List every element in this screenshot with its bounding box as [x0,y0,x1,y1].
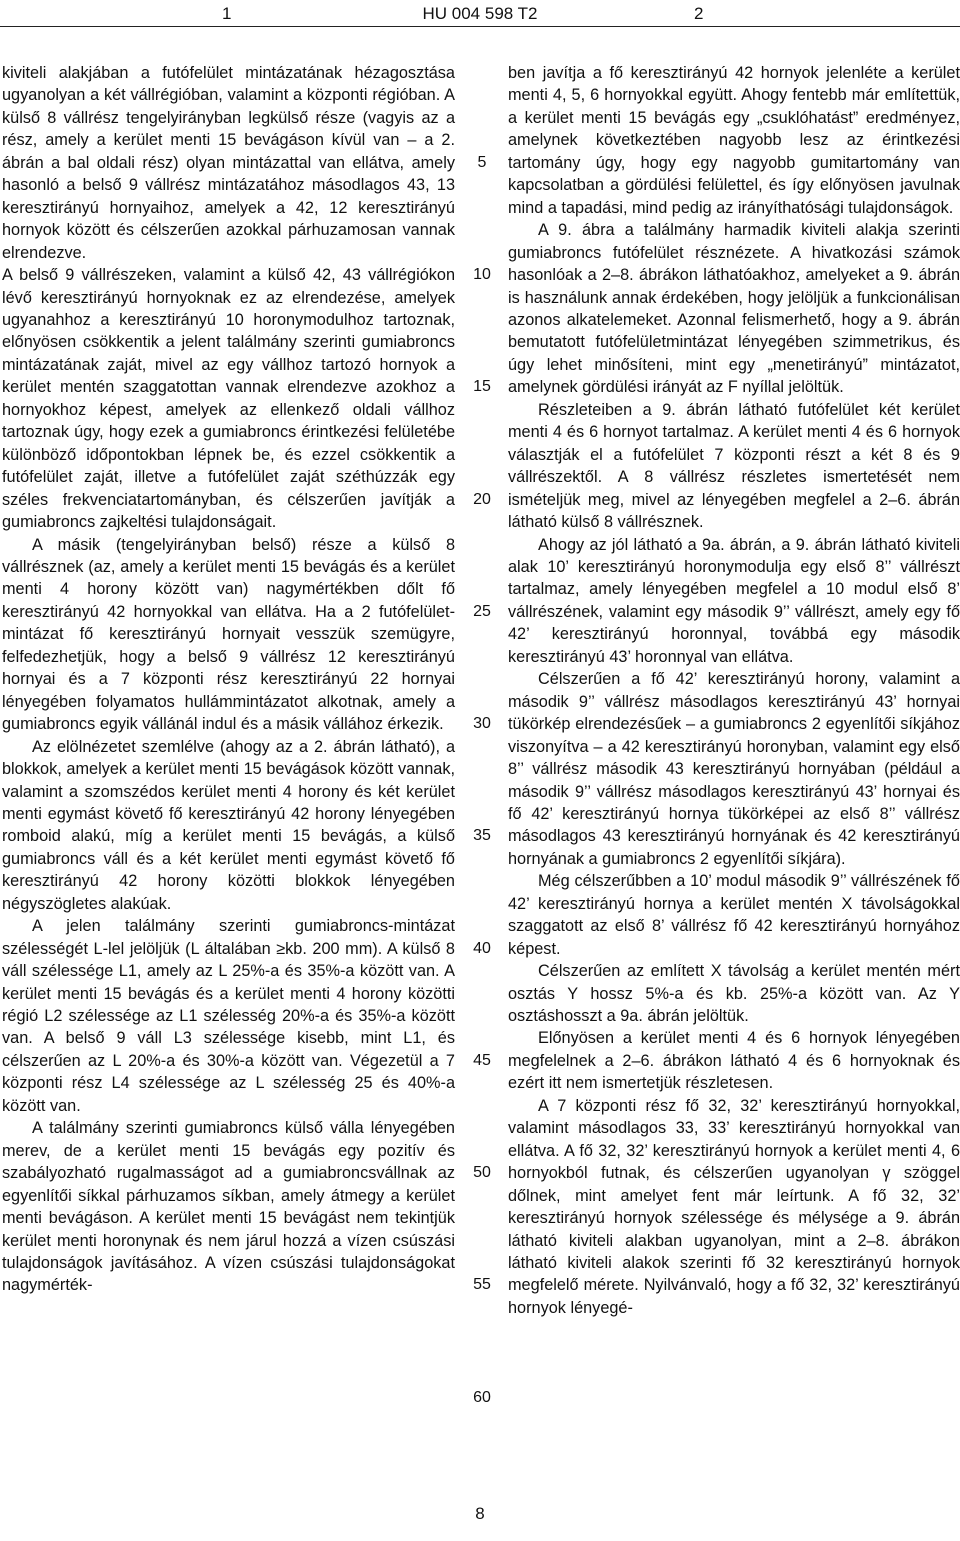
line-number: 10 [473,266,491,284]
right-page-number: 2 [694,4,704,23]
left-page-number: 1 [222,4,232,23]
paragraph: Célszerűen az említett X távolság a kerület mentén mért osztás Y hossz 5%-a és kb. 25%-a között van. Az Y osztáshosszt a 9a. ábrán jelöltük. [508,962,960,1026]
paragraph: kiviteli alakjában a futófelület mintázatának hézagosztása ugyanolyan a két vállrégióban, valamint a központi régióban. A külső 8 vállrész tengelyirányban legkülső része (vagyis az a rész, amely a kerület menti 15 bevágáson kívül van – a 2. ábrán a bal oldali rész) olyan mintázattal van ellátva, amely hasonló a belső 9 vállrész mintázatához másodlagos 43, 13 keresztirányú hornyaihoz, amelyek a 42, 12 keresztirányú hornyok között és célszerűen azokkal párhuzamosan vannak elrendezve. [2,64,455,262]
paragraph: A belső 9 vállrészeken, valamint a külső 42, 43 vállrégiókon lévő keresztirányú hornyoknak ez az elrendezése, amelyek ugyanahhoz a keresztirányú 10 horonymodulhoz tartoznak, előnyösen csökkentik a jelent találmány szerinti gumiabroncs mintázatának zaját, mivel az egy vállhoz tartozó hornyok a kerület mentén szaggatottan vannak elrendezve azokhoz a hornyokhoz képest, amelyek az ellenkező oldali vállhoz tartoznak úgy, hogy ezek a gumiabroncs érintkezési felületébe különböző időpontokban lépnek be, és ezzel csökkentik a futófelület zaját, illetve a futófelület zaját széthúzzák egy széles frekvenciatartományban, és célszerűen javítják a gumiabroncs zajkeltési tulajdonságait. [2,266,455,532]
paragraph: Az elölnézetet szemlélve (ahogy az a 2. ábrán látható), a blokkok, amelyek a kerület menti 15 bevágások között vannak, valamint a szomszédos kerület menti 4 horony és két kerület menti egymást követő fő keresztirányú 42 horony lényegében romboid alakú, míg a kerület menti 15 bevágás, a külső gumiabroncs váll és a két kerület menti egymást követő fő keresztirányú 42 horony közötti blokkok lényegében négyszögletes alakúak. [2,737,455,913]
paragraph: Célszerűen a fő 42’ keresztirányú horony, valamint a második 9’’ vállrész másodlagos keresztirányú 43’ hornyai tükörkép elrendezésűek – a gumiabroncs 2 egyenlítői síkjához viszonyítva – a 42 keresztirányú horonyban, valamint egy első 8’’ vállrész második 43 keresztirányú hornyában (például a második 9’’ vállrész másodlagos keresztirányú 43’ hornyai és fő 42’ keresztirányú hornya tükörképei az első 8’’ vállrész másodlagos 43 keresztirányú hornyának és 42 keresztirányú hornyának a gumiabroncs 2 egyenlítői síkjára). [508,670,960,868]
page-header [0,0,960,34]
left-text-column [2,62,455,1297]
line-number: 55 [473,1276,491,1294]
paragraph: A másik (tengelyirányban belső) része a külső 8 vállrésznek (az, amely a kerület menti 15 bevágás és a kerület menti 4 horony között van) nagymértékben dőlt fő keresztirányú 42 hornyokkal van ellátva. Ha a 2 futófelület-mintázat fő keresztirányú hornyait vesszük szemügyre, felfedezhetjük, hogy a belső 9 vállrész 12 keresztirányú hornyai és a 7 központi rész keresztirányú 22 hornyai lényegében folyamatos hullámmintázatot alkotnak, amely a gumiabroncs egyik vállánál indul és a másik vállához érkezik. [2,535,455,734]
header-rule [0,26,960,27]
line-number: 20 [473,490,491,508]
right-text-column [508,62,960,1319]
paragraph: Részleteiben a 9. ábrán látható futófelület két kerület menti 4 és 6 hornyot tartalmaz. A kerület menti 4 és 6 hornyok választják el a futófelület 7 központi részt a két 8 és 9 vállrészektől. A 8 vállrész részletes ismertetését nem ismételjük meg, mivel az lényegében megfelel a 2–6. ábrán látható külső 8 vállrésznek. [508,400,960,532]
line-number: 5 [477,153,487,171]
line-number: 15 [473,378,491,396]
line-number: 60 [473,1388,491,1406]
line-number: 25 [473,602,491,620]
paragraph: Még célszerűbben a 10’ modul második 9’’ vállrészének fő 42’ keresztirányú hornya a kerület mentén X távolságokkal szaggatott az első 8’ vállrész fő 42 keresztirányú hornyához képest. [508,872,960,958]
line-number: 50 [473,1164,491,1182]
paragraph: A jelen találmány szerinti gumiabroncs-mintázat szélességét L-lel jelöljük (L általában ≥kb. 200 mm). A külső 8 váll szélessége L1, amely az L 25%-a és 35%-a között van. A kerület menti 15 bevágás és a kerület menti 4 horony közötti régió L2 szélessége az L1 szélesség 20%-a és 35%-a között van. A belső 9 váll L3 szélessége kisebb, mint L1, és célszerűen az L 20%-a és 30%-a között van. Végezetül a 7 központi rész L4 szélessége az L szélesség 25 és 40%-a között van. [2,917,455,1115]
paragraph: A 9. ábra a találmány harmadik kiviteli alakja szerinti gumiabroncs futófelület résznézete. A hivatkozási számok hasonlóak a 2–8. ábrákon láthatóakhoz, amelyeket a 9. ábrán is használunk annak érdekében, hogy jelöljük a funkcionálisan azonos alkatelemeket. Azonnal felismerhető, hogy a 9. ábrán bemutatott futófelületmintázat lényegében szimmetrikus, és úgy lehet minősíteni, mint egy „menetirányú” mintázatot, amelynek gördülési irányát az F nyíllal jelöltük. [508,221,960,397]
page-footer-number: 8 [475,1504,485,1523]
paragraph: A találmány szerinti gumiabroncs külső válla lényegében merev, de a kerület menti 15 bevágás egy pozitív és szabályozható rugalmasságot ad a gumiabroncsvállnak az egyenlítői síkkal párhuzamos síkban, amely átmegy a kerület menti bevágáson. A kerület menti 15 bevágást nem tekintjük kerület menti horonynak és nem járul hozzá a vízen csúszási tulajdonságok javításához. A vízen csúszási tulajdonságokat nagymérték- [2,1119,455,1295]
line-number: 45 [473,1051,491,1069]
paragraph: Előnyösen a kerület menti 4 és 6 hornyok lényegében megfelelnek a 2–6. ábrákon látható 4 és 6 hornyoknak és ezért itt nem ismertetjük részletesen. [508,1029,960,1093]
document-number: HU 004 598 T2 [422,4,538,23]
line-number: 35 [473,827,491,845]
paragraph: ben javítja a fő keresztirányú 42 hornyok jelenléte a kerület menti 4, 5, 6 hornyokkal együtt. Ahogy fentebb már említettük, a kerület menti 15 bevágás egy „csuklóhatást” eredményez, amelynek következtében nagyobb lesz az érintkezési tartomány úgy, hogy egy nagyobb gumitartomány van kapcsolatban a gördülési felülettel, és így előnyösen javulnak mind a tapadási, mind pedig az irányíthatósági tulajdonságok. [508,64,960,217]
line-number: 40 [473,939,491,957]
paragraph: Ahogy az jól látható a 9a. ábrán, a 9. ábrán látható kiviteli alak 10’ keresztirányú horonymodulja egy első 8’’ vállrészt tartalmaz, amely lényegében megfelel a 10 modul első 8’ vállrészének, valamint egy második 9’’ vállrészt, amely egy fő 42’ keresztirányú horonnyal, továbbá egy második keresztirányú 43’ horonnyal van ellátva. [508,535,960,666]
paragraph: A 7 központi rész fő 32, 32’ keresztirányú hornyokkal, valamint másodlagos 33, 33’ keresztirányú hornyokkal van ellátva. A fő 32, 32’ keresztirányú hornyok a kerület menti 4, 6 hornyokból futnak, és célszerűen ugyanolyan γ szöggel dőlnek, mint amelyet fent már leírtunk. A fő 32, 32’ keresztirányú hornyok szélessége és mélysége a 9. ábrán látható kiviteli alakban ugyanolyan, mint a 2–8. ábrákon látható kiviteli alakok szerinti fő 32 keresztirányú hornyok megfelelő mérete. Nyilvánvaló, hogy a fő 32, 32’ keresztirányú hornyok lényegé- [508,1096,960,1317]
line-number: 30 [473,715,491,733]
